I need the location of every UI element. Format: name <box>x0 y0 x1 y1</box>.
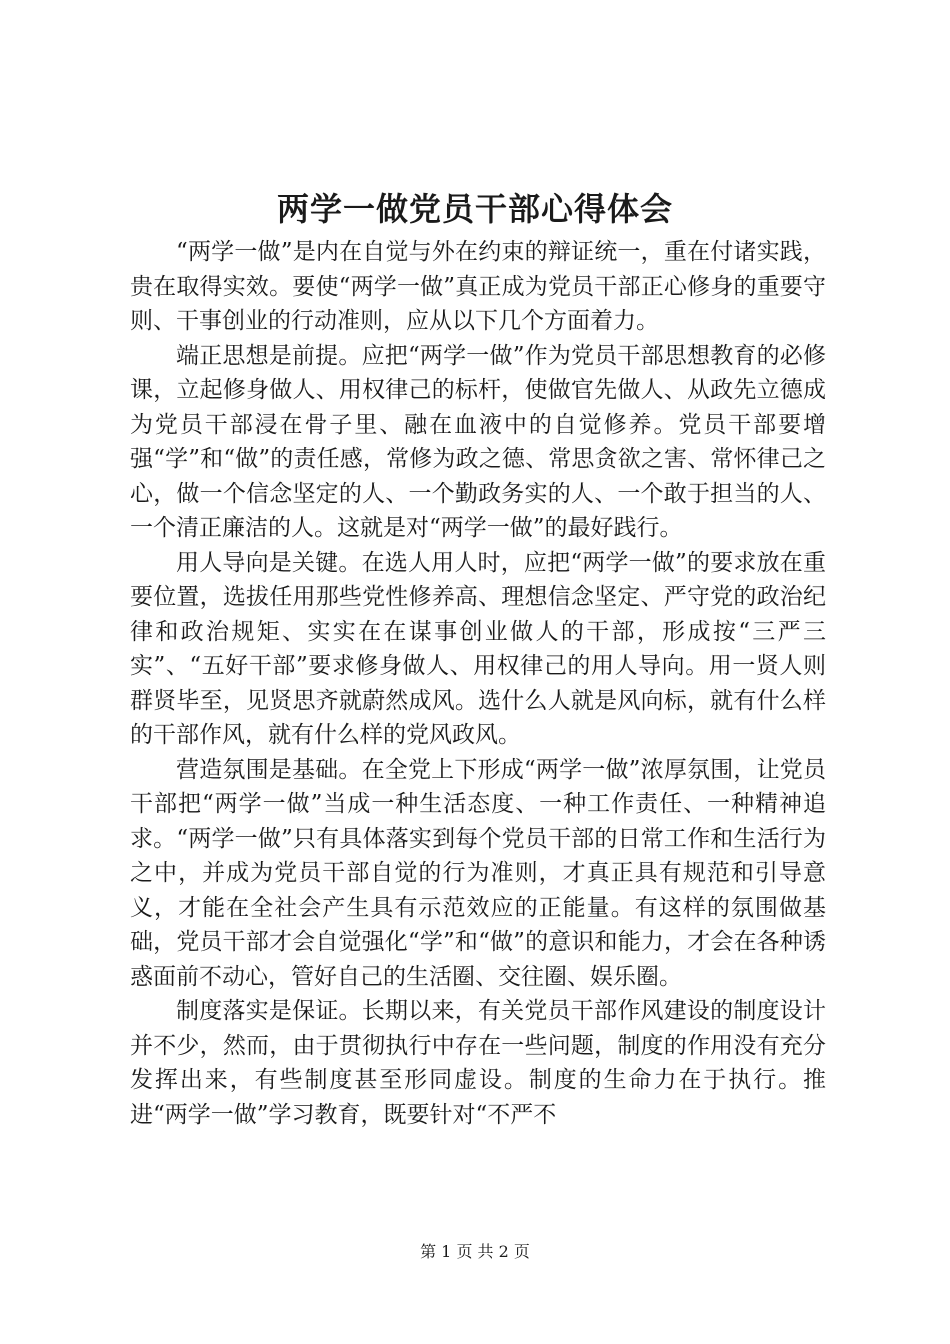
paragraph-intro: “两学一做”是内在自觉与外在约束的辩证统一，重在付诸实践，贵在取得实效。要使“两学一做”真正成为党员干部正心修身的重要守则、干事创业的行动准则，应从以下几个方面着力。 <box>130 239 826 334</box>
paragraph-atmosphere: 营造氛围是基础。在全党上下形成“两学一做”浓厚氛围，让党员干部把“两学一做”当成一种生活态度、一种工作责任、一种精神追求。“两学一做”只有具体落实到每个党员干部的日常工作和生活行为之中，并成为党员干部自觉的行为准则，才真正具有规范和引导意义，才能在全社会产生具有示范效应的正能量。有这样的氛围做基础，党员干部才会自觉强化“学”和“做”的意识和能力，才会在各种诱惑面前不动心，管好自己的生活圈、交往圈、娱乐圈。 <box>130 756 826 990</box>
paragraph-system: 制度落实是保证。长期以来，有关党员干部作风建设的制度设计并不少，然而，由于贯彻执行中存在一些问题，制度的作用没有充分发挥出来，有些制度甚至形同虚设。制度的生命力在于执行。推进“两学一做”学习教育，既要针对“不严不 <box>130 998 826 1128</box>
paragraph-thinking: 端正思想是前提。应把“两学一做”作为党员干部思想教育的必修课，立起修身做人、用权律己的标杆，使做官先做人、从政先立德成为党员干部浸在骨子里、融在血液中的自觉修养。党员干部要增强“学”和“做”的责任感，常修为政之德、常思贪欲之害、常怀律己之心，做一个信念坚定的人、一个勤政务实的人、一个敢于担当的人、一个清正廉洁的人。这就是对“两学一做”的最好践行。 <box>130 342 826 541</box>
paragraph-employment: 用人导向是关键。在选人用人时，应把“两学一做”的要求放在重要位置，选拔任用那些党性修养高、理想信念坚定、严守党的政治纪律和政治规矩、实实在在谋事创业做人的干部，形成按“三严三实”、“五好干部”要求修身做人、用权律己的用人导向。用一贤人则群贤毕至，见贤思齐就蔚然成风。选什么人就是风向标，就有什么样的干部作风，就有什么样的党风政风。 <box>130 549 826 748</box>
page-number-footer: 第 1 页 共 2 页 <box>420 1242 530 1261</box>
document-title: 两学一做党员干部心得体会 <box>276 190 673 228</box>
document-body <box>130 235 826 1132</box>
